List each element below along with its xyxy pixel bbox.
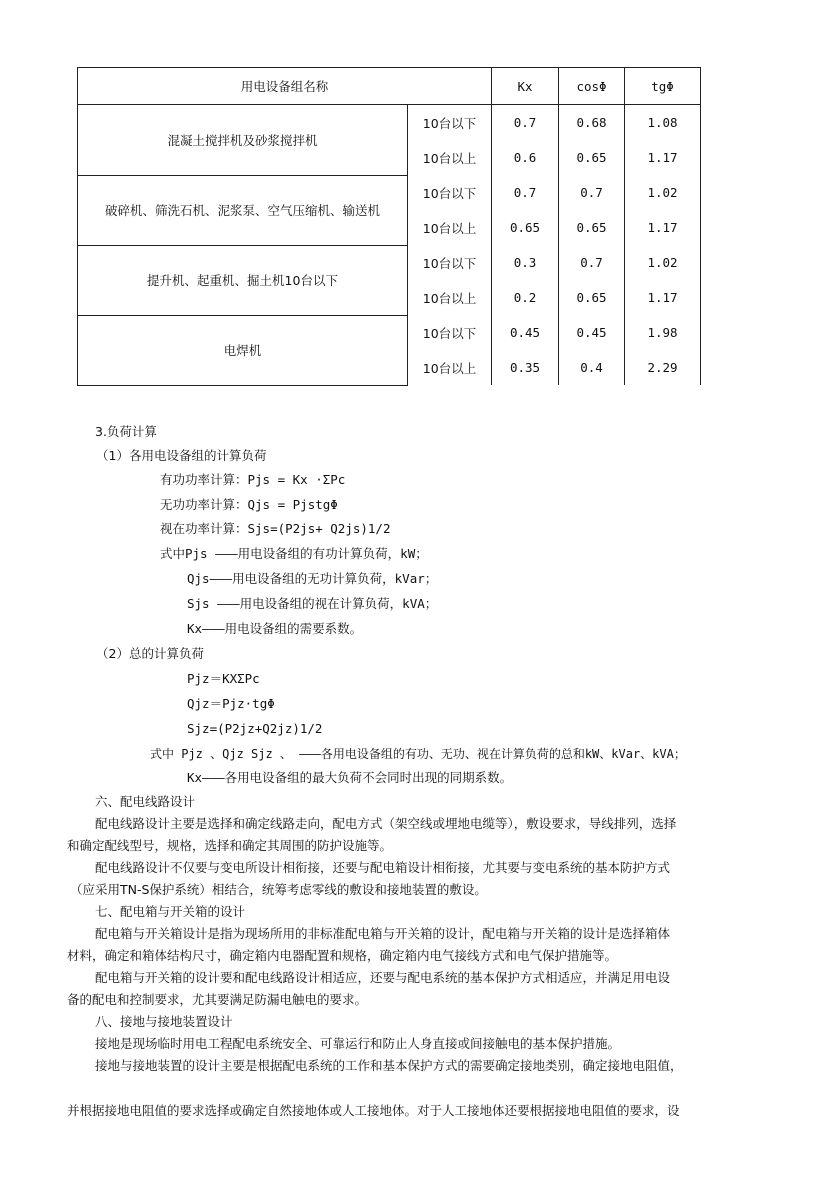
- paragraph-line: 接地与接地装置的设计主要是根据配电系统的工作和基本保护方式的需要确定接地类别，确定接地电阻值，: [95, 1058, 683, 1073]
- tg-phi-value: 1.08: [625, 105, 701, 141]
- formula-reactive-power: 无功功率计算：Qjs = PjstgΦ: [160, 497, 338, 512]
- where-line: Kx———各用电设备组的最大负荷不会同时出现的同期系数。: [187, 770, 513, 785]
- tg-phi-value: 1.02: [625, 175, 701, 210]
- paragraph-line: 并根据接地电阻值的要求选择或确定自然接地体或人工接地体。对于人工接地体还要根据接地电阻值的要求，设: [67, 1103, 680, 1118]
- paragraph-line: 配电线路设计不仅要与变电所设计相衔接，还要与配电箱设计相衔接，尤其要与变电系统的基本防护方式: [95, 860, 671, 875]
- where-line: Qjs———用电设备组的无功计算负荷，kVar；: [187, 571, 438, 586]
- quantity-condition: 10台以上: [408, 350, 492, 385]
- header-tg-phi: tgΦ: [625, 68, 701, 105]
- cos-phi-value: 0.7: [559, 245, 625, 280]
- section-heading: 六、配电线路设计: [95, 794, 196, 809]
- tg-phi-value: 1.98: [625, 315, 701, 350]
- formula-apparent-power: 视在功率计算：Sjs=(P2js+ Q2js)1/2: [160, 521, 391, 536]
- cos-phi-value: 0.4: [559, 350, 625, 385]
- paragraph-line: 接地是现场临时用电工程配电系统安全、可靠运行和防止人身直接或间接触电的基本保护措施。: [95, 1036, 621, 1051]
- kx-value: 0.2: [492, 280, 559, 315]
- paragraph-line: 配电箱与开关箱的设计要和配电线路设计相适应，还要与配电系统的基本保护方式相适应，并满足用电设: [95, 970, 671, 985]
- device-group-name: 电焊机: [78, 315, 408, 385]
- table-row: [78, 175, 701, 210]
- paragraph-line: （应采用TN-S保护系统）相结合，统筹考虑零线的敷设和接地装置的敷设。: [70, 882, 487, 897]
- quantity-condition: 10台以上: [408, 210, 492, 245]
- load-calc-heading: 3.负荷计算: [95, 424, 157, 439]
- device-group-name: 破碎机、筛洗石机、泥浆泵、空气压缩机、输送机: [78, 175, 408, 245]
- kx-value: 0.3: [492, 245, 559, 280]
- cos-phi-value: 0.65: [559, 140, 625, 175]
- tg-phi-value: 1.02: [625, 245, 701, 280]
- tg-phi-value: 2.29: [625, 350, 701, 385]
- table-row: [78, 105, 701, 141]
- formula-active-power: 有功功率计算：Pjs = Kx ·ΣPc: [160, 472, 346, 487]
- cos-phi-value: 0.65: [559, 210, 625, 245]
- where-line: Sjs ———用电设备组的视在计算负荷，kVA；: [187, 596, 438, 611]
- quantity-condition: 10台以下: [408, 175, 492, 210]
- quantity-condition: 10台以下: [408, 105, 492, 141]
- header-kx: Kx: [492, 68, 559, 105]
- cos-phi-value: 0.45: [559, 315, 625, 350]
- device-group-name: 提升机、起重机、掘土机10台以下: [78, 245, 408, 315]
- paragraph-line: 配电线路设计主要是选择和确定线路走向，配电方式（架空线或埋地电缆等），敷设要求，导线排列，选择: [95, 816, 677, 831]
- paragraph-line: 材料，确定和箱体结构尺寸，确定箱内电器配置和规格，确定箱内电气接线方式和电气保护措施等。: [67, 948, 618, 963]
- quantity-condition: 10台以上: [408, 280, 492, 315]
- formula-total-reactive: Qjz＝Pjz·tgΦ: [187, 696, 275, 711]
- table-header-row: [78, 68, 701, 105]
- header-cos-phi: cosΦ: [559, 68, 625, 105]
- formula-total-apparent: Sjz=(P2jz+Q2jz)1/2: [187, 721, 323, 736]
- where-line: Kx———用电设备组的需要系数。: [187, 621, 363, 636]
- section-heading: 八、接地与接地装置设计: [95, 1014, 233, 1029]
- quantity-condition: 10台以上: [408, 140, 492, 175]
- header-device-group-name: 用电设备组名称: [78, 68, 492, 105]
- quantity-condition: 10台以下: [408, 315, 492, 350]
- table-row: [78, 245, 701, 280]
- quantity-condition: 10台以下: [408, 245, 492, 280]
- kx-value: 0.35: [492, 350, 559, 385]
- demand-coefficient-table: [77, 67, 701, 386]
- cos-phi-value: 0.65: [559, 280, 625, 315]
- tg-phi-value: 1.17: [625, 210, 701, 245]
- sub2-heading: （2）总的计算负荷: [96, 646, 204, 661]
- tg-phi-value: 1.17: [625, 280, 701, 315]
- kx-value: 0.7: [492, 105, 559, 141]
- paragraph-line: 备的配电和控制要求，尤其要满足防漏电触电的要求。: [67, 992, 368, 1007]
- cos-phi-value: 0.7: [559, 175, 625, 210]
- where-line: 式中Pjs ———用电设备组的有功计算负荷，kW；: [160, 546, 428, 561]
- paragraph-line: 配电箱与开关箱设计是指为现场所用的非标准配电箱与开关箱的设计，配电箱与开关箱的设计是选择箱体: [95, 926, 671, 941]
- sub1-heading: （1）各用电设备组的计算负荷: [96, 448, 267, 463]
- kx-value: 0.45: [492, 315, 559, 350]
- kx-value: 0.6: [492, 140, 559, 175]
- cos-phi-value: 0.68: [559, 105, 625, 141]
- section-heading: 七、配电箱与开关箱的设计: [95, 904, 246, 919]
- tg-phi-value: 1.17: [625, 140, 701, 175]
- paragraph-line: 和确定配线型号，规格，选择和确定其周围的防护设施等。: [67, 838, 393, 853]
- kx-value: 0.65: [492, 210, 559, 245]
- formula-total-active: Pjz＝KXΣPc: [187, 671, 260, 686]
- table-row: [78, 315, 701, 350]
- kx-value: 0.7: [492, 175, 559, 210]
- device-group-name: 混凝土搅拌机及砂浆搅拌机: [78, 105, 408, 176]
- where-line: 式中 Pjz 、Qjz Sjz 、 ———各用电设备组的有功、无功、视在计算负荷的总和kW、kVar、kVA；: [150, 747, 686, 761]
